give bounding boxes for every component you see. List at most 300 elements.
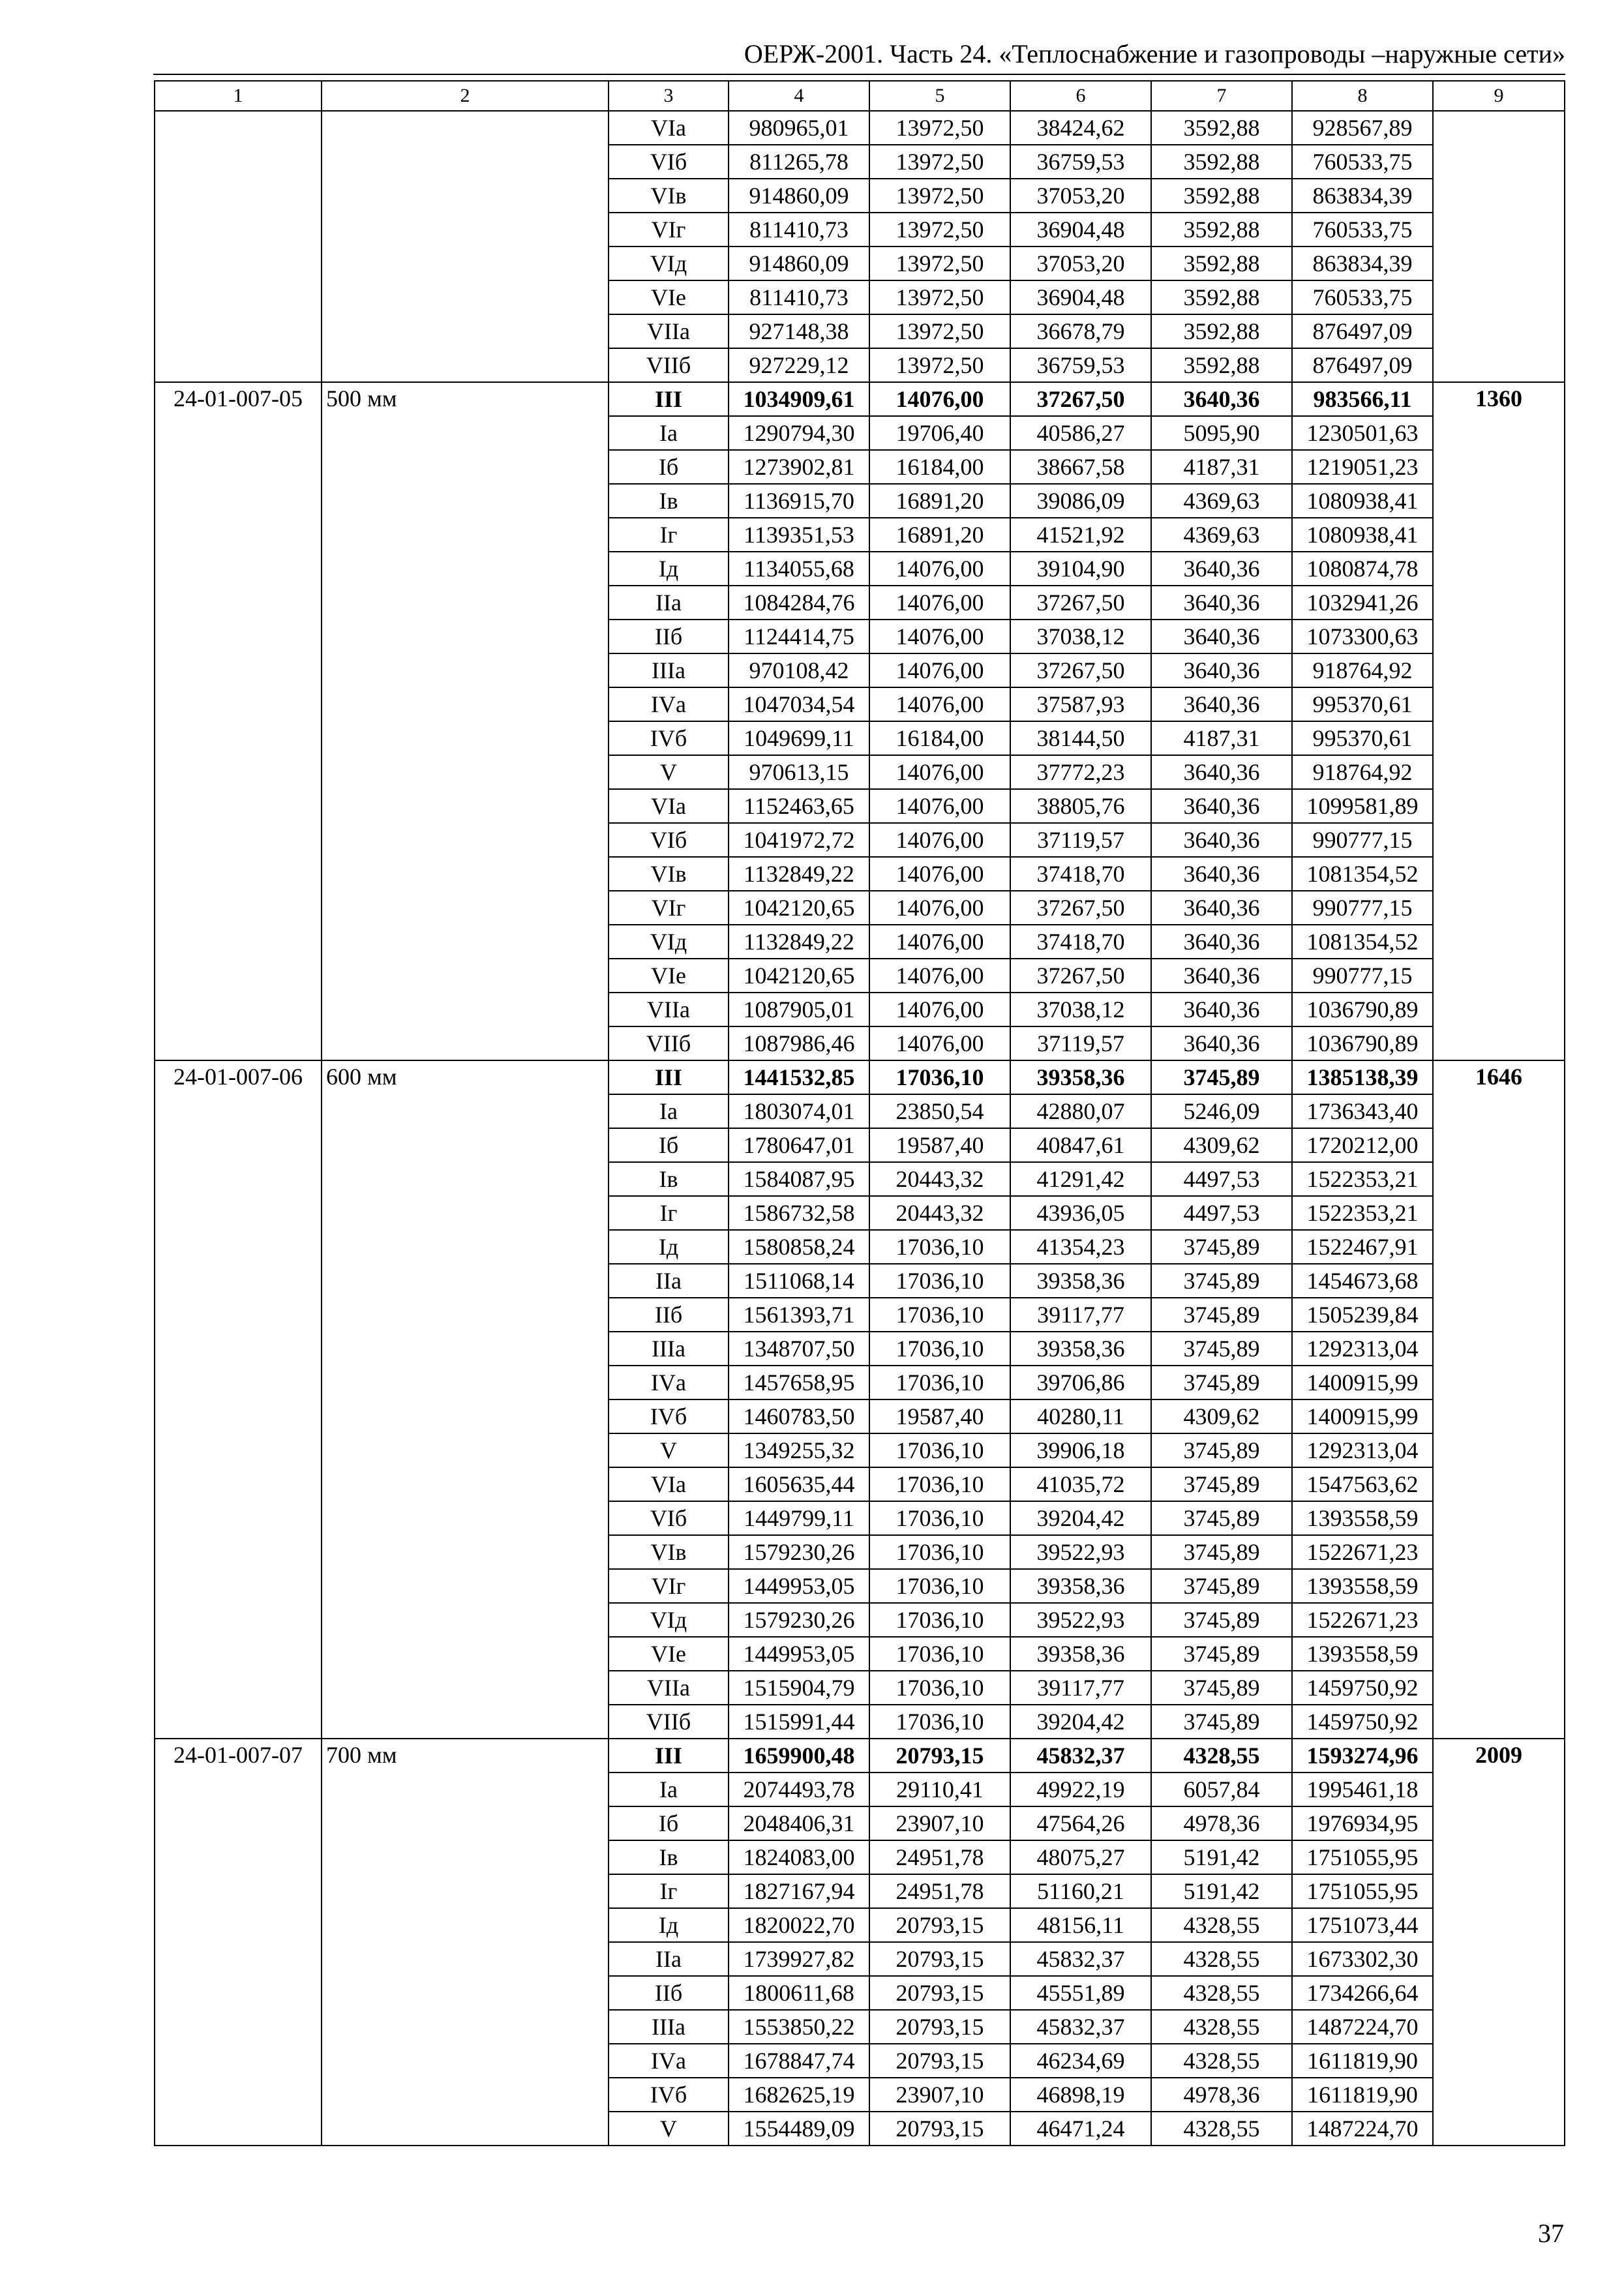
table-row — [155, 382, 1565, 416]
value-cell: 14076,00 — [869, 959, 1010, 993]
value-cell: 14076,00 — [869, 687, 1010, 721]
value-cell: 24951,78 — [869, 1874, 1010, 1908]
variant-cell: IVб — [609, 2078, 729, 2112]
value-cell: 811265,78 — [729, 145, 869, 179]
value-cell: 17036,10 — [869, 1467, 1010, 1501]
value-cell: 863834,39 — [1292, 179, 1433, 213]
value-cell: 3745,89 — [1151, 1603, 1292, 1637]
variant-cell: VIIа — [609, 314, 729, 348]
value-cell: 1824083,00 — [729, 1840, 869, 1874]
value-cell: 16891,20 — [869, 518, 1010, 552]
value-cell: 3592,88 — [1151, 247, 1292, 280]
value-cell: 20793,15 — [869, 2112, 1010, 2146]
value-cell: 37267,50 — [1010, 586, 1151, 620]
value-cell: 1080874,78 — [1292, 552, 1433, 586]
value-cell: 5191,42 — [1151, 1840, 1292, 1874]
value-cell: 43936,05 — [1010, 1196, 1151, 1230]
page-header: ОЕРЖ-2001. Часть 24. «Теплоснабжение и газопроводы –наружные сети» — [744, 39, 1565, 68]
table-row — [155, 1739, 1565, 1773]
variant-cell: Iв — [609, 1162, 729, 1196]
value-cell: 4309,62 — [1151, 1399, 1292, 1433]
column-number: 9 — [1433, 81, 1565, 111]
variant-cell: VIе — [609, 280, 729, 314]
value-cell: 5095,90 — [1151, 416, 1292, 450]
variant-cell: IVб — [609, 1399, 729, 1433]
value-cell: 1134055,68 — [729, 552, 869, 586]
value-cell: 39522,93 — [1010, 1603, 1151, 1637]
item-code: 24-01-007-05 — [155, 382, 322, 1060]
value-cell: 38424,62 — [1010, 111, 1151, 145]
value-cell: 4328,55 — [1151, 1942, 1292, 1976]
variant-cell: V — [609, 2112, 729, 2146]
value-cell: 13972,50 — [869, 348, 1010, 382]
value-cell: 39358,36 — [1010, 1569, 1151, 1603]
value-cell: 13972,50 — [869, 145, 1010, 179]
value-cell: 1454673,68 — [1292, 1264, 1433, 1298]
value-cell: 1132849,22 — [729, 925, 869, 959]
value-cell: 14076,00 — [869, 891, 1010, 925]
value-cell: 39358,36 — [1010, 1060, 1151, 1094]
value-cell: 37418,70 — [1010, 857, 1151, 891]
value-cell: 876497,09 — [1292, 348, 1433, 382]
value-cell: 3745,89 — [1151, 1637, 1292, 1671]
value-cell: 1449799,11 — [729, 1501, 869, 1535]
value-cell: 14076,00 — [869, 586, 1010, 620]
value-cell: 1522467,91 — [1292, 1230, 1433, 1264]
value-cell: 1561393,71 — [729, 1298, 869, 1332]
variant-cell: Iб — [609, 1128, 729, 1162]
value-cell: 1553850,22 — [729, 2010, 869, 2044]
value-cell: 1547563,62 — [1292, 1467, 1433, 1501]
value-cell: 5191,42 — [1151, 1874, 1292, 1908]
value-cell: 928567,89 — [1292, 111, 1433, 145]
value-cell: 1751073,44 — [1292, 1908, 1433, 1942]
value-cell: 914860,09 — [729, 179, 869, 213]
value-cell: 811410,73 — [729, 280, 869, 314]
variant-cell: VIд — [609, 925, 729, 959]
value-cell: 1522353,21 — [1292, 1196, 1433, 1230]
variant-cell: IVб — [609, 721, 729, 755]
value-cell: 17036,10 — [869, 1060, 1010, 1094]
variant-cell: VIд — [609, 247, 729, 280]
value-cell: 3745,89 — [1151, 1501, 1292, 1535]
value-cell: 3745,89 — [1151, 1467, 1292, 1501]
value-cell: 4187,31 — [1151, 721, 1292, 755]
value-cell: 39204,42 — [1010, 1705, 1151, 1739]
value-cell: 1034909,61 — [729, 382, 869, 416]
value-cell: 760533,75 — [1292, 213, 1433, 247]
item-diameter: 600 мм — [322, 1060, 609, 1739]
value-cell: 1348707,50 — [729, 1332, 869, 1366]
value-cell: 37267,50 — [1010, 891, 1151, 925]
page-number: 37 — [1538, 2219, 1564, 2248]
value-cell: 41521,92 — [1010, 518, 1151, 552]
value-cell: 20793,15 — [869, 1976, 1010, 2010]
value-cell: 1292313,04 — [1292, 1332, 1433, 1366]
value-cell: 3640,36 — [1151, 687, 1292, 721]
value-cell: 3592,88 — [1151, 280, 1292, 314]
value-cell: 1584087,95 — [729, 1162, 869, 1196]
variant-cell: IIа — [609, 1264, 729, 1298]
variant-cell: VIIа — [609, 993, 729, 1026]
value-cell: 2048406,31 — [729, 1806, 869, 1840]
value-cell: 3640,36 — [1151, 925, 1292, 959]
value-cell: 1292313,04 — [1292, 1433, 1433, 1467]
value-cell: 17036,10 — [869, 1332, 1010, 1366]
value-cell: 19706,40 — [869, 416, 1010, 450]
value-cell: 1459750,92 — [1292, 1671, 1433, 1705]
variant-cell: IIIа — [609, 653, 729, 687]
value-cell: 1290794,30 — [729, 416, 869, 450]
value-cell: 1659900,48 — [729, 1739, 869, 1773]
value-cell: 29110,41 — [869, 1773, 1010, 1806]
value-cell: 1736343,40 — [1292, 1094, 1433, 1128]
value-cell: 20793,15 — [869, 1908, 1010, 1942]
value-cell: 4497,53 — [1151, 1196, 1292, 1230]
column-number: 6 — [1010, 81, 1151, 111]
value-cell: 23850,54 — [869, 1094, 1010, 1128]
value-cell: 39906,18 — [1010, 1433, 1151, 1467]
value-cell: 983566,11 — [1292, 382, 1433, 416]
value-cell: 36904,48 — [1010, 280, 1151, 314]
value-cell: 4328,55 — [1151, 1908, 1292, 1942]
value-cell: 42880,07 — [1010, 1094, 1151, 1128]
value-cell: 4328,55 — [1151, 2112, 1292, 2146]
variant-cell: Iа — [609, 1773, 729, 1806]
variant-cell: VIд — [609, 1603, 729, 1637]
value-cell: 24951,78 — [869, 1840, 1010, 1874]
value-cell: 4497,53 — [1151, 1162, 1292, 1196]
value-cell: 3640,36 — [1151, 857, 1292, 891]
value-cell: 17036,10 — [869, 1569, 1010, 1603]
value-cell: 37053,20 — [1010, 179, 1151, 213]
value-cell: 17036,10 — [869, 1366, 1010, 1399]
value-cell: 1081354,52 — [1292, 857, 1433, 891]
variant-cell: Iд — [609, 552, 729, 586]
variant-cell: IIа — [609, 586, 729, 620]
value-cell: 1099581,89 — [1292, 789, 1433, 823]
value-cell: 17036,10 — [869, 1501, 1010, 1535]
value-cell: 1441532,85 — [729, 1060, 869, 1094]
variant-cell: VIв — [609, 179, 729, 213]
variant-cell: Iв — [609, 1840, 729, 1874]
value-cell: 1605635,44 — [729, 1467, 869, 1501]
value-cell: 3592,88 — [1151, 145, 1292, 179]
value-cell: 6057,84 — [1151, 1773, 1292, 1806]
value-cell: 1393558,59 — [1292, 1569, 1433, 1603]
value-cell: 45832,37 — [1010, 2010, 1151, 2044]
variant-cell: IIб — [609, 1976, 729, 2010]
variant-cell: V — [609, 1433, 729, 1467]
value-cell: 3745,89 — [1151, 1569, 1292, 1603]
value-cell: 990777,15 — [1292, 823, 1433, 857]
value-cell: 4369,63 — [1151, 484, 1292, 518]
value-cell: 1041972,72 — [729, 823, 869, 857]
variant-cell: Iб — [609, 450, 729, 484]
value-cell: 16184,00 — [869, 721, 1010, 755]
value-cell: 1049699,11 — [729, 721, 869, 755]
variant-cell: Iг — [609, 1196, 729, 1230]
value-cell: 1611819,90 — [1292, 2044, 1433, 2078]
variant-cell: VIа — [609, 789, 729, 823]
value-cell: 1780647,01 — [729, 1128, 869, 1162]
value-cell: 39204,42 — [1010, 1501, 1151, 1535]
value-cell: 876497,09 — [1292, 314, 1433, 348]
value-cell: 17036,10 — [869, 1264, 1010, 1298]
value-cell: 40280,11 — [1010, 1399, 1151, 1433]
value-cell: 1554489,09 — [729, 2112, 869, 2146]
value-cell: 3640,36 — [1151, 653, 1292, 687]
value-cell: 3745,89 — [1151, 1298, 1292, 1332]
value-cell: 1511068,14 — [729, 1264, 869, 1298]
item-code — [155, 111, 322, 382]
value-cell: 14076,00 — [869, 925, 1010, 959]
value-cell: 40586,27 — [1010, 416, 1151, 450]
value-cell: 39117,77 — [1010, 1298, 1151, 1332]
value-cell: 3745,89 — [1151, 1366, 1292, 1399]
value-cell: 3640,36 — [1151, 993, 1292, 1026]
value-cell: 1800611,68 — [729, 1976, 869, 2010]
value-cell: 1593274,96 — [1292, 1739, 1433, 1773]
variant-cell: IIIа — [609, 1332, 729, 1366]
value-cell: 914860,09 — [729, 247, 869, 280]
value-cell: 1273902,81 — [729, 450, 869, 484]
value-cell: 37053,20 — [1010, 247, 1151, 280]
value-cell: 1515904,79 — [729, 1671, 869, 1705]
variant-cell: VIб — [609, 823, 729, 857]
variant-cell: IIIа — [609, 2010, 729, 2044]
variant-cell: Iд — [609, 1230, 729, 1264]
variant-cell: III — [609, 382, 729, 416]
item-code: 24-01-007-06 — [155, 1060, 322, 1739]
value-cell: 1393558,59 — [1292, 1637, 1433, 1671]
value-cell: 990777,15 — [1292, 891, 1433, 925]
value-cell: 14076,00 — [869, 823, 1010, 857]
value-cell: 1682625,19 — [729, 2078, 869, 2112]
value-cell: 1611819,90 — [1292, 2078, 1433, 2112]
value-cell: 38144,50 — [1010, 721, 1151, 755]
value-cell: 1124414,75 — [729, 620, 869, 653]
value-cell: 3745,89 — [1151, 1264, 1292, 1298]
value-cell: 20793,15 — [869, 2044, 1010, 2078]
value-cell: 1580858,24 — [729, 1230, 869, 1264]
value-cell: 3640,36 — [1151, 959, 1292, 993]
value-cell: 17036,10 — [869, 1230, 1010, 1264]
header-rule — [153, 74, 1565, 75]
value-cell: 1349255,32 — [729, 1433, 869, 1467]
value-cell: 4309,62 — [1151, 1128, 1292, 1162]
value-cell: 1132849,22 — [729, 857, 869, 891]
value-cell: 1087905,01 — [729, 993, 869, 1026]
variant-cell: Iа — [609, 416, 729, 450]
value-cell: 1673302,30 — [1292, 1942, 1433, 1976]
value-cell: 37119,57 — [1010, 1026, 1151, 1060]
value-cell: 3745,89 — [1151, 1535, 1292, 1569]
value-cell: 13972,50 — [869, 213, 1010, 247]
value-cell: 1579230,26 — [729, 1603, 869, 1637]
value-cell: 1042120,65 — [729, 891, 869, 925]
value-cell: 39117,77 — [1010, 1671, 1151, 1705]
value-cell: 1751055,95 — [1292, 1840, 1433, 1874]
value-cell: 2074493,78 — [729, 1773, 869, 1806]
value-cell: 14076,00 — [869, 993, 1010, 1026]
value-cell: 1080938,41 — [1292, 518, 1433, 552]
value-cell: 1522353,21 — [1292, 1162, 1433, 1196]
value-cell: 4328,55 — [1151, 1976, 1292, 2010]
item-code: 24-01-007-07 — [155, 1739, 322, 2146]
value-cell: 14076,00 — [869, 552, 1010, 586]
value-cell: 3745,89 — [1151, 1332, 1292, 1366]
variant-cell: Iг — [609, 1874, 729, 1908]
value-cell: 4328,55 — [1151, 1739, 1292, 1773]
value-cell: 1586732,58 — [729, 1196, 869, 1230]
value-cell: 1460783,50 — [729, 1399, 869, 1433]
value-cell: 46471,24 — [1010, 2112, 1151, 2146]
value-cell: 1400915,99 — [1292, 1399, 1433, 1433]
value-cell: 14076,00 — [869, 755, 1010, 789]
value-cell: 1073300,63 — [1292, 620, 1433, 653]
value-cell: 4978,36 — [1151, 2078, 1292, 2112]
value-cell: 3592,88 — [1151, 213, 1292, 247]
value-cell: 19587,40 — [869, 1399, 1010, 1433]
variant-cell: VIIб — [609, 1026, 729, 1060]
variant-cell: III — [609, 1060, 729, 1094]
value-cell: 20793,15 — [869, 1942, 1010, 1976]
value-cell: 1976934,95 — [1292, 1806, 1433, 1840]
value-cell: 1036790,89 — [1292, 1026, 1433, 1060]
value-cell: 1522671,23 — [1292, 1603, 1433, 1637]
value-cell: 17036,10 — [869, 1535, 1010, 1569]
value-cell: 37267,50 — [1010, 382, 1151, 416]
value-cell: 39086,09 — [1010, 484, 1151, 518]
value-cell: 918764,92 — [1292, 653, 1433, 687]
value-cell: 1036790,89 — [1292, 993, 1433, 1026]
value-cell: 16891,20 — [869, 484, 1010, 518]
value-cell: 40847,61 — [1010, 1128, 1151, 1162]
variant-cell: VIе — [609, 1637, 729, 1671]
value-cell: 1047034,54 — [729, 687, 869, 721]
value-cell: 46898,19 — [1010, 2078, 1151, 2112]
value-cell: 20793,15 — [869, 2010, 1010, 2044]
value-cell: 3745,89 — [1151, 1060, 1292, 1094]
value-cell: 1042120,65 — [729, 959, 869, 993]
value-cell: 3640,36 — [1151, 552, 1292, 586]
value-cell: 1393558,59 — [1292, 1501, 1433, 1535]
value-cell: 13972,50 — [869, 314, 1010, 348]
value-cell: 38667,58 — [1010, 450, 1151, 484]
value-cell: 36904,48 — [1010, 213, 1151, 247]
value-cell: 3745,89 — [1151, 1671, 1292, 1705]
value-cell: 3640,36 — [1151, 1026, 1292, 1060]
value-cell: 37119,57 — [1010, 823, 1151, 857]
value-cell: 13972,50 — [869, 111, 1010, 145]
value-cell: 995370,61 — [1292, 687, 1433, 721]
value-cell: 3592,88 — [1151, 111, 1292, 145]
value-cell: 14076,00 — [869, 620, 1010, 653]
column-number: 7 — [1151, 81, 1292, 111]
item-total-cell: 2009 — [1433, 1739, 1565, 2146]
value-cell: 1739927,82 — [729, 1942, 869, 1976]
value-cell: 1457658,95 — [729, 1366, 869, 1399]
value-cell: 13972,50 — [869, 179, 1010, 213]
variant-cell: VIв — [609, 857, 729, 891]
value-cell: 39522,93 — [1010, 1535, 1151, 1569]
value-cell: 14076,00 — [869, 857, 1010, 891]
value-cell: 970613,15 — [729, 755, 869, 789]
value-cell: 14076,00 — [869, 653, 1010, 687]
value-cell: 1459750,92 — [1292, 1705, 1433, 1739]
value-cell: 17036,10 — [869, 1705, 1010, 1739]
variant-cell: VIг — [609, 891, 729, 925]
value-cell: 14076,00 — [869, 382, 1010, 416]
value-cell: 41354,23 — [1010, 1230, 1151, 1264]
value-cell: 48075,27 — [1010, 1840, 1151, 1874]
price-table — [154, 80, 1565, 2146]
value-cell: 1139351,53 — [729, 518, 869, 552]
value-cell: 39104,90 — [1010, 552, 1151, 586]
value-cell: 49922,19 — [1010, 1773, 1151, 1806]
value-cell: 38805,76 — [1010, 789, 1151, 823]
variant-cell: VIб — [609, 1501, 729, 1535]
value-cell: 1230501,63 — [1292, 416, 1433, 450]
variant-cell: VIа — [609, 111, 729, 145]
value-cell: 17036,10 — [869, 1298, 1010, 1332]
table-body — [155, 81, 1565, 2146]
value-cell: 3745,89 — [1151, 1705, 1292, 1739]
variant-cell: Iа — [609, 1094, 729, 1128]
variant-cell: Iг — [609, 518, 729, 552]
value-cell: 1081354,52 — [1292, 925, 1433, 959]
value-cell: 1827167,94 — [729, 1874, 869, 1908]
value-cell: 17036,10 — [869, 1637, 1010, 1671]
variant-cell: IIб — [609, 620, 729, 653]
value-cell: 3592,88 — [1151, 179, 1292, 213]
value-cell: 1032941,26 — [1292, 586, 1433, 620]
value-cell: 1084284,76 — [729, 586, 869, 620]
value-cell: 37772,23 — [1010, 755, 1151, 789]
value-cell: 1152463,65 — [729, 789, 869, 823]
value-cell: 41291,42 — [1010, 1162, 1151, 1196]
variant-cell: VIа — [609, 1467, 729, 1501]
value-cell: 1579230,26 — [729, 1535, 869, 1569]
variant-cell: Iб — [609, 1806, 729, 1840]
value-cell: 16184,00 — [869, 450, 1010, 484]
variant-cell: IIб — [609, 1298, 729, 1332]
value-cell: 1449953,05 — [729, 1637, 869, 1671]
variant-cell: IVа — [609, 687, 729, 721]
value-cell: 1136915,70 — [729, 484, 869, 518]
value-cell: 17036,10 — [869, 1433, 1010, 1467]
value-cell: 970108,42 — [729, 653, 869, 687]
value-cell: 3640,36 — [1151, 382, 1292, 416]
value-cell: 46234,69 — [1010, 2044, 1151, 2078]
value-cell: 23907,10 — [869, 1806, 1010, 1840]
value-cell: 3640,36 — [1151, 755, 1292, 789]
value-cell: 45551,89 — [1010, 1976, 1151, 2010]
item-total-cell — [1433, 111, 1565, 382]
variant-cell: Iв — [609, 484, 729, 518]
value-cell: 1820022,70 — [729, 1908, 869, 1942]
value-cell: 3640,36 — [1151, 891, 1292, 925]
column-number: 2 — [322, 81, 609, 111]
value-cell: 45832,37 — [1010, 1739, 1151, 1773]
value-cell: 19587,40 — [869, 1128, 1010, 1162]
value-cell: 1995461,18 — [1292, 1773, 1433, 1806]
variant-cell: VIг — [609, 1569, 729, 1603]
value-cell: 3592,88 — [1151, 348, 1292, 382]
value-cell: 14076,00 — [869, 1026, 1010, 1060]
variant-cell: IVа — [609, 2044, 729, 2078]
